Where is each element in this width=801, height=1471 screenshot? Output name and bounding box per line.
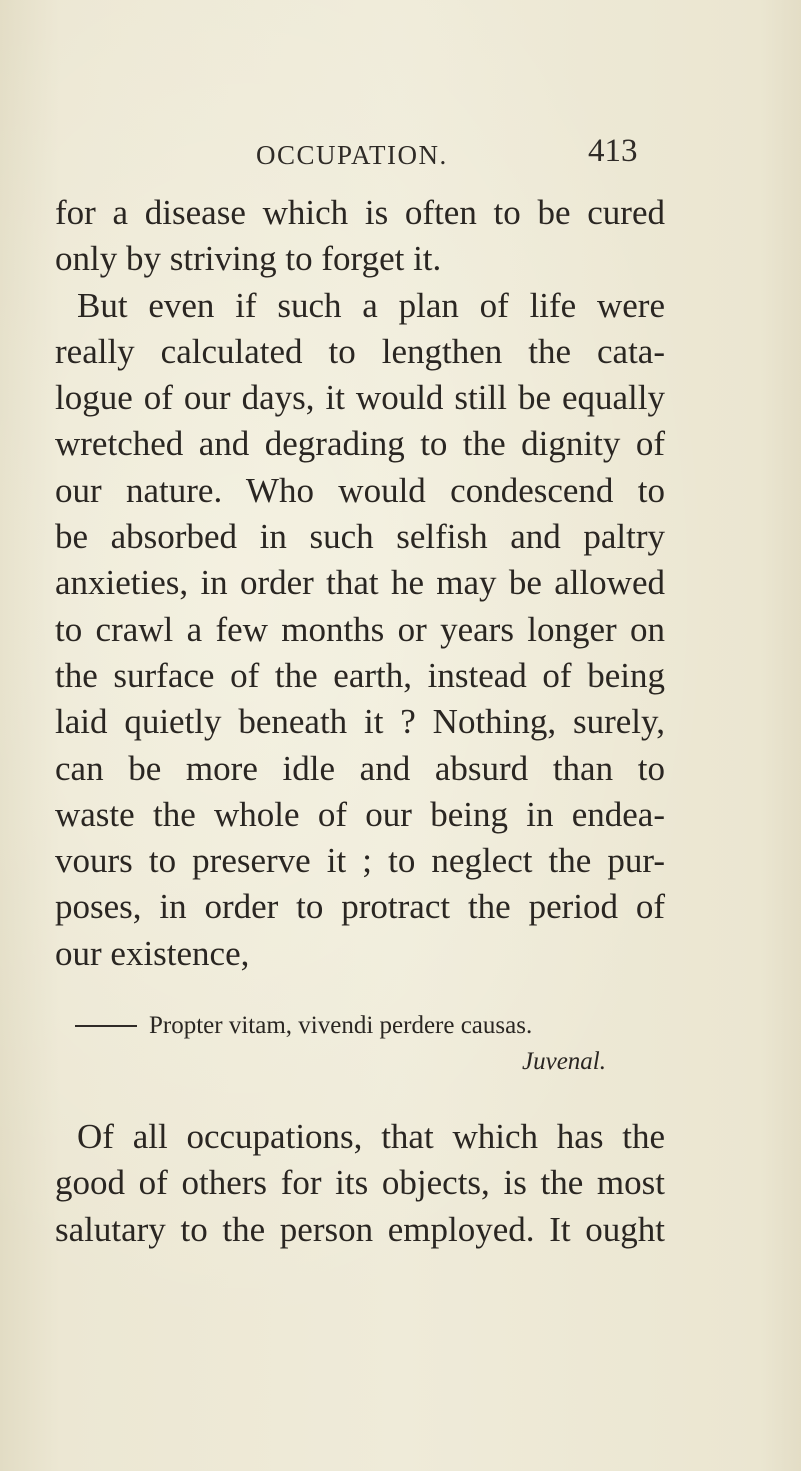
text-line: vours to preserve it ; to neglect the pur- bbox=[55, 841, 665, 881]
quotation-text: Propter vitam, vivendi perdere causas. bbox=[149, 1012, 533, 1039]
text-line: waste the whole of our being in endea- bbox=[55, 794, 665, 834]
text-line: good of others for its objects, is the most bbox=[55, 1163, 665, 1203]
text-line: Of all occupations, that which has the bbox=[77, 1117, 665, 1156]
latin-quotation bbox=[75, 1010, 610, 1078]
text-line: the surface of the earth, instead of being bbox=[55, 655, 665, 695]
text-line: can be more idle and absurd than to bbox=[55, 748, 665, 788]
text-line: only by striving to forget it. bbox=[55, 239, 442, 279]
text-line: wretched and degrading to the dignity of bbox=[55, 424, 665, 464]
text-line: anxieties, in order that he may be allowed bbox=[55, 563, 665, 603]
text-line: our nature. Who would condescend to bbox=[55, 470, 665, 510]
text-line: for a disease which is often to be cured bbox=[55, 193, 665, 232]
text-line: laid quietly beneath it ? Nothing, surely, bbox=[55, 702, 665, 742]
text-line: But even if such a plan of life were bbox=[77, 285, 665, 325]
text-line: logue of our days, it would still be equally bbox=[55, 378, 665, 418]
text-line: be absorbed in such selfish and paltry bbox=[55, 517, 665, 557]
page-number: 413 bbox=[588, 133, 638, 169]
running-title: OCCUPATION. bbox=[256, 140, 448, 170]
quotation-source: Juvenal. bbox=[522, 1048, 606, 1075]
text-line: our existence, bbox=[55, 933, 250, 973]
text-line: really calculated to lengthen the cata- bbox=[55, 331, 665, 371]
text-line: to crawl a few months or years longer on bbox=[55, 609, 665, 649]
paragraph-2 bbox=[55, 1114, 665, 1253]
quotation-dash bbox=[75, 1025, 137, 1027]
text-line: salutary to the person employed. It ought bbox=[55, 1209, 665, 1249]
paragraph-1 bbox=[55, 190, 665, 977]
text-line: poses, in order to protract the period of bbox=[55, 887, 665, 927]
